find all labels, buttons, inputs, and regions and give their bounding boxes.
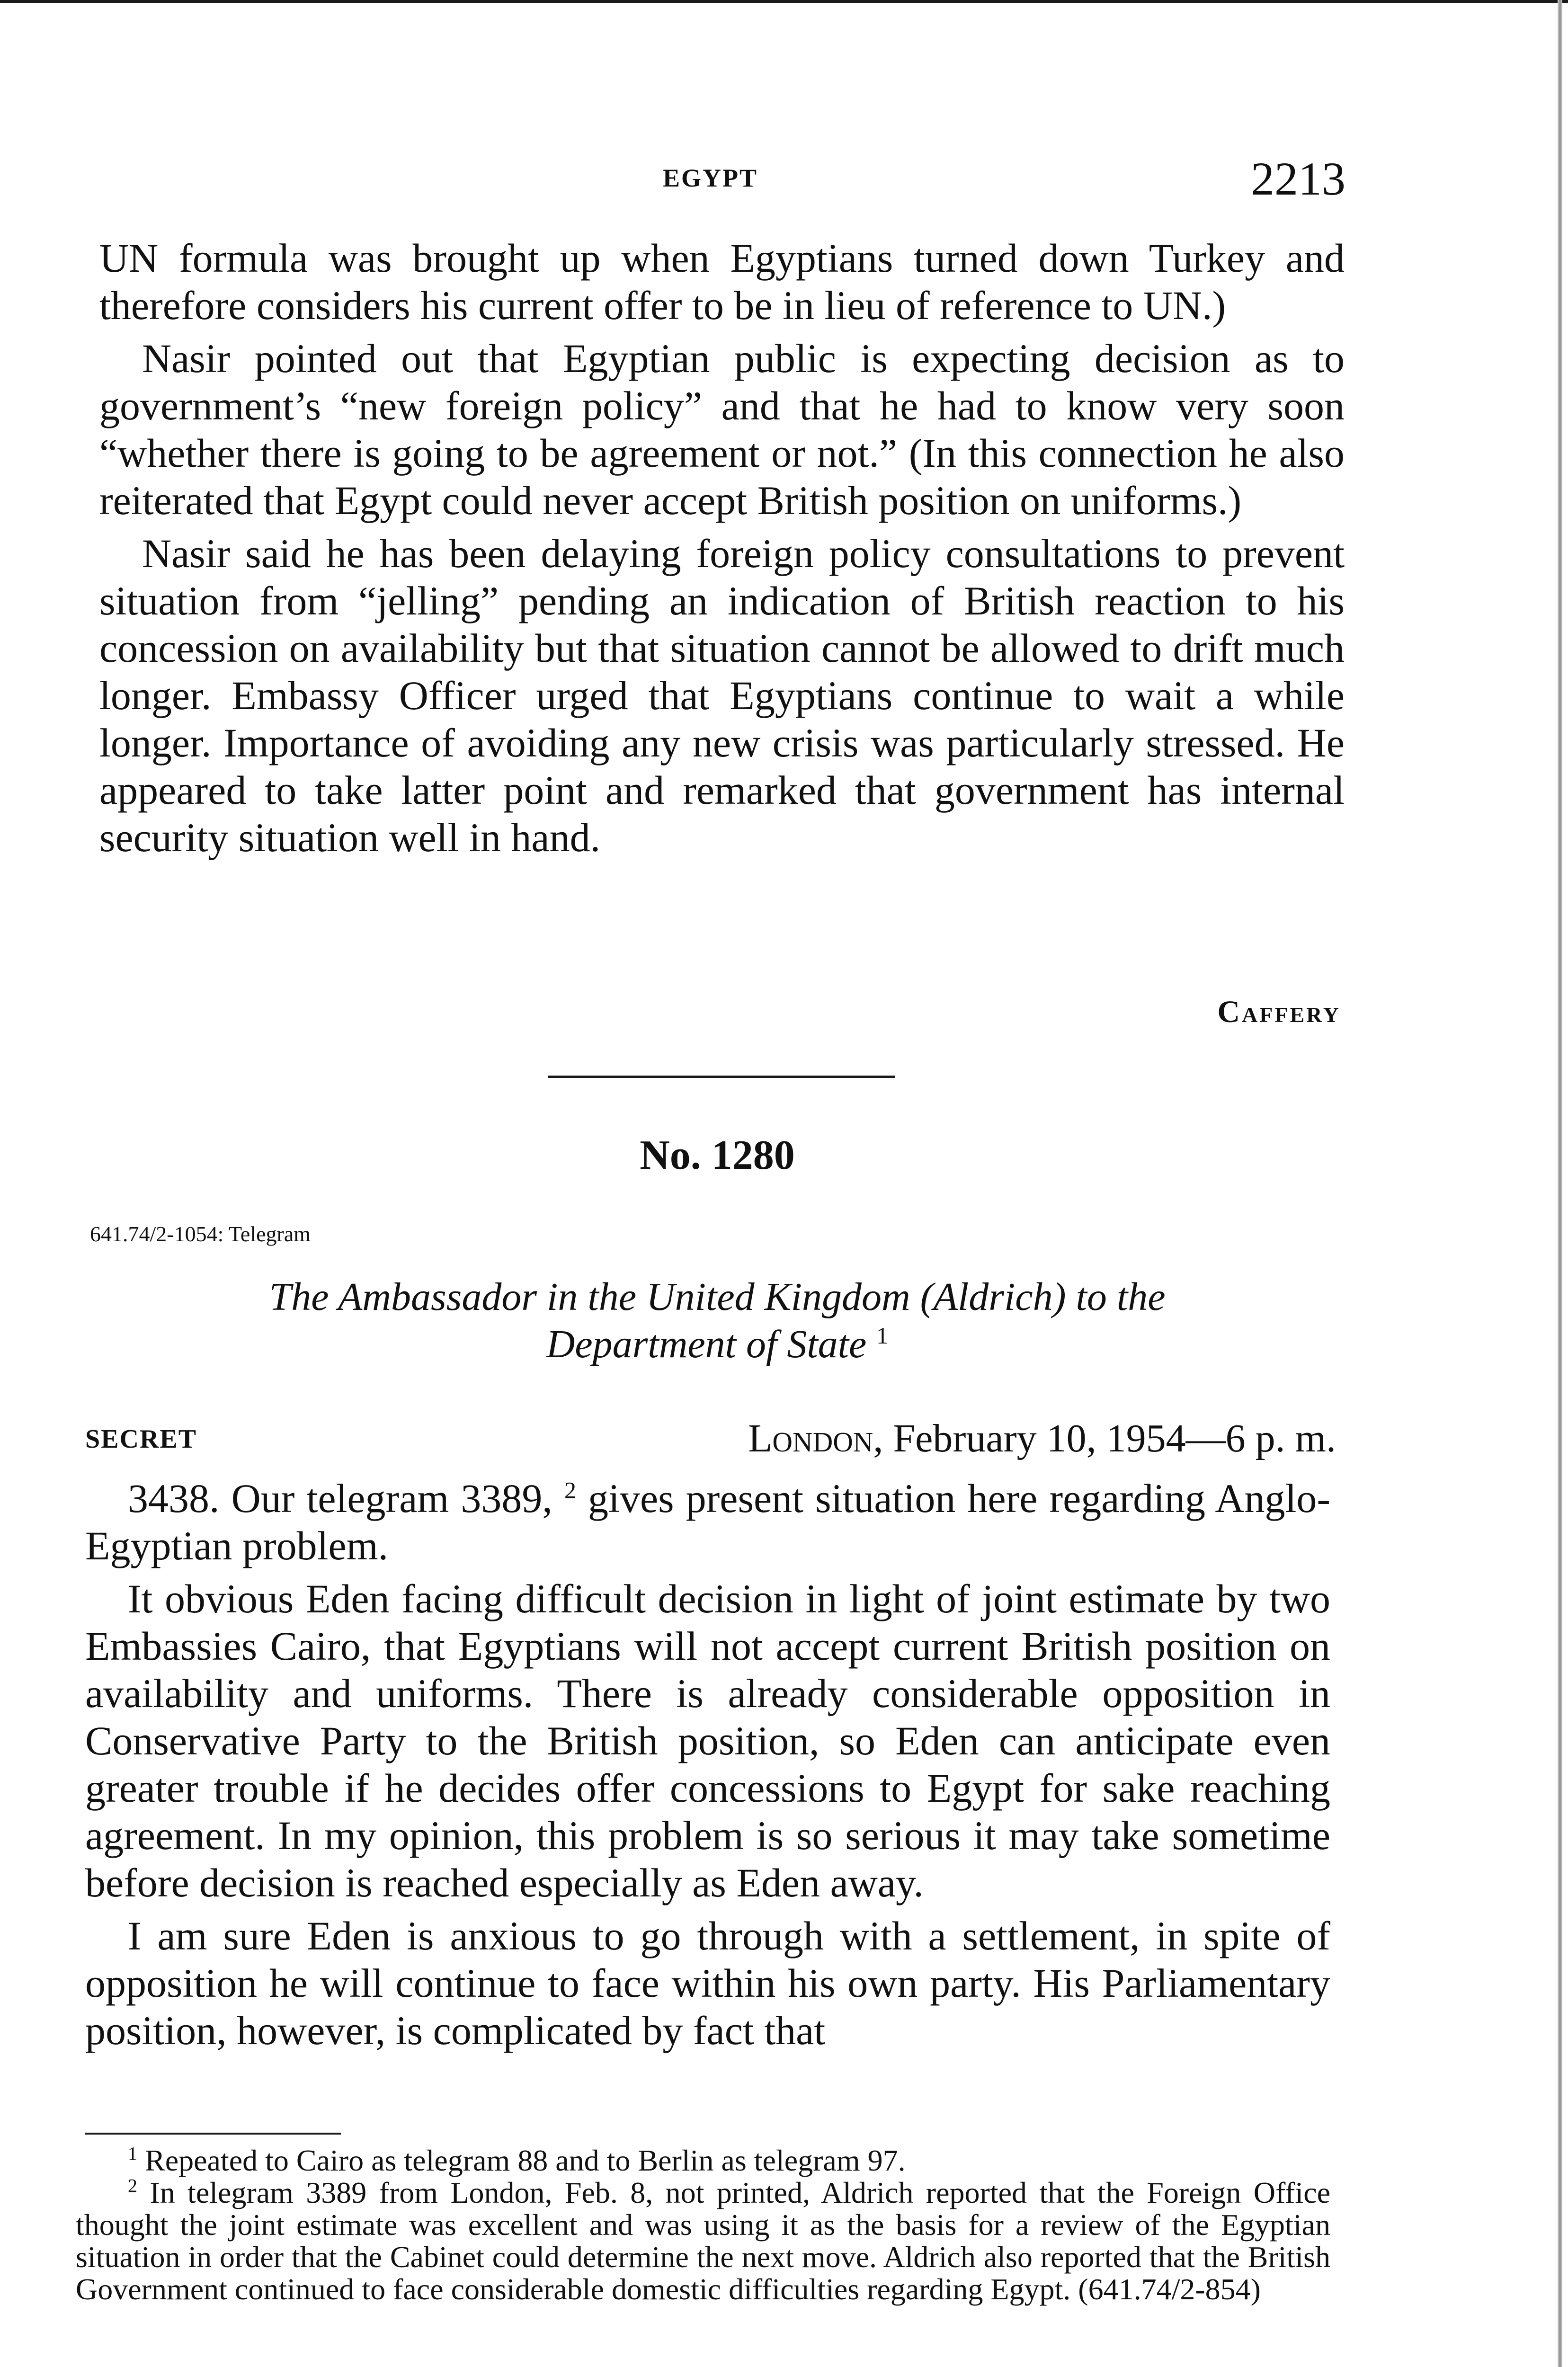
file-reference: 641.74/2-1054: Telegram: [90, 1222, 311, 1246]
page-number: 2213: [1251, 152, 1345, 205]
paragraph-text: gives present situation here regarding Anglo-Egyptian problem.: [85, 1476, 1330, 1568]
footnote-divider: [85, 2133, 341, 2135]
paragraph: Nasir pointed out that Egyptian public is expecting decision as to government’s “new foreign policy” and that he had to know very soon “whether there is going to be agreement or not.” (In this connection he also reiterated that Egypt could never accept British position on uniforms.): [99, 336, 1345, 523]
footnote-text: Repeated to Cairo as telegram 88 and to Berlin as telegram 97.: [145, 2144, 906, 2177]
footnote-mark: 2: [564, 1477, 576, 1504]
paragraph-text: 3438. Our telegram 3389,: [128, 1476, 552, 1521]
document-number: No. 1280: [640, 1132, 795, 1178]
footnote-number: 1: [128, 2143, 137, 2164]
running-head: EGYPT: [663, 164, 758, 192]
classification: SECRET: [85, 1424, 197, 1454]
document-title: [189, 1273, 1245, 1368]
page-top-edge: [0, 0, 1568, 3]
paragraph: Nasir said he has been delaying foreign policy consultations to prevent situation from “jelling” pending an indication of British reaction to his concession on availability but that situation cannot be allowed to drift much longer. Embassy Officer urged that Egyptians continue to wait a while longer. Importance of avoiding any new crisis was particularly stressed. He appeared to take latter point and remarked that government has internal security situation well in hand.: [99, 531, 1345, 860]
place-date: [748, 1415, 1336, 1461]
footnote-number: 2: [128, 2175, 137, 2197]
paragraph: [85, 1475, 1330, 1569]
document-title-text: The Ambassador in the United Kingdom (Aldrich) to the Department of State: [269, 1275, 1166, 1366]
footnote: [76, 2145, 1330, 2177]
paragraph: I am sure Eden is anxious to go through with a settlement, in spite of opposition he will continue to face within his own party. His Parliamentary position, however, is complicated by fact that: [85, 1913, 1330, 2053]
paragraph: UN formula was brought up when Egyptians turned down Turkey and therefore considers his current offer to be in lieu of reference to UN.): [99, 235, 1345, 328]
continuation-text: [99, 234, 1345, 861]
date: , February 10, 1954—6 p. m.: [873, 1416, 1336, 1460]
footnote: [76, 2177, 1330, 2305]
footnote-mark: 1: [876, 1322, 889, 1349]
telegram-body: [85, 1475, 1330, 2054]
signature: Caffery: [1217, 995, 1341, 1029]
paragraph: It obvious Eden facing difficult decision in light of joint estimate by two Embassies Cairo, that Egyptians will not accept current British position on availability and uniforms. There is already considerable opposition in Conservative Party to the British position, so Eden can anticipate even greater trouble if he decides offer concessions to Egypt for sake reaching agreement. In my opinion, this problem is so serious it may take sometime before decision is reached especially as Eden away.: [85, 1576, 1330, 1905]
footnote-text: In telegram 3389 from London, Feb. 8, not printed, Aldrich reported that the Foreign Office thought the joint estimate was excellent and was using it as the basis for a review of the Egyptian situation in order that the Cabinet could determine the next move. Aldrich also reported that the British Government continued to face considerable domestic difficulties regarding Egypt. (641.74/2-854): [76, 2176, 1331, 2306]
footnotes: [76, 2145, 1330, 2305]
section-divider: [548, 1076, 895, 1078]
page-right-edge: [1558, 0, 1562, 2367]
place: London: [748, 1416, 873, 1460]
